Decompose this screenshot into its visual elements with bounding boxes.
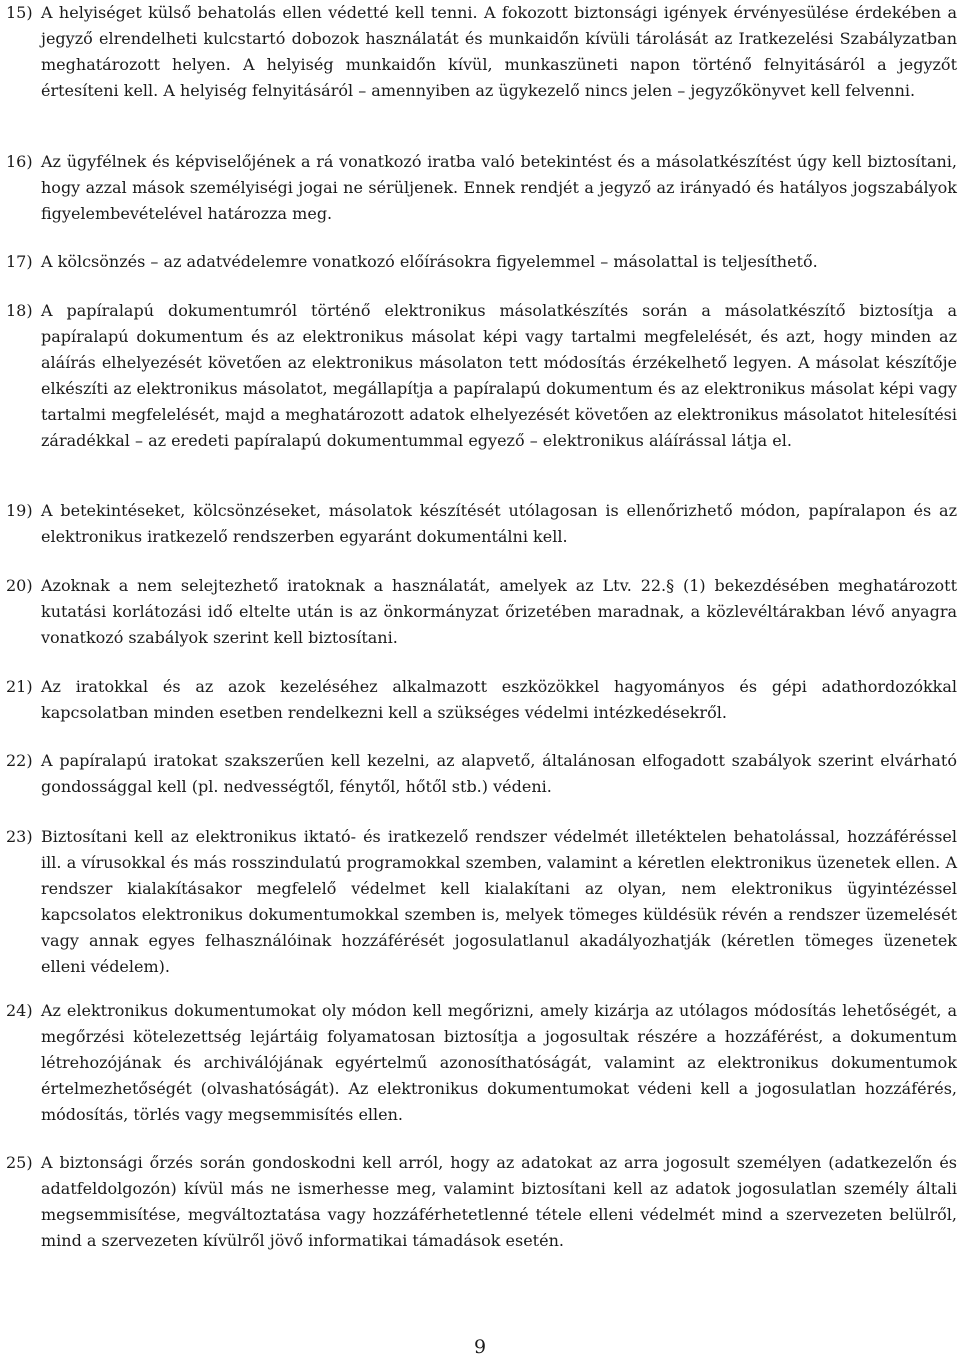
- list-item: [6, 498, 957, 550]
- item-number: 20): [6, 576, 33, 595]
- item-text: A papíralapú dokumentumról történő elektronikus másolatkészítés során a másolatkészítő biztosítja a papíralapú dokumentum és az elektronikus másolat képi vagy tartalmi megfelelését, és azt, hogy minden az aláírás elhelyezését követően az elektronikus másolaton tett módosítás érzékelhető legyen. A másolat készítője elkészíti az elektronikus másolatot, megállapítja a papíralapú dokumentum és az elektronikus másolat képi vagy tartalmi megfelelését, majd a meghatározott adatok elhelyezését követően az elektronikus másolatot hitelesítési záradékkal – az eredeti papíralapú dokumentummal egyező – elektronikus aláírással látja el.: [41, 301, 957, 450]
- item-text: A betekintéseket, kölcsönzéseket, másolatok készítését utólagosan is ellenőrizhető módon, papíralapon és az elektronikus iratkezelő rendszerben egyaránt dokumentálni kell.: [41, 501, 957, 546]
- item-text: Az iratokkal és az azok kezeléséhez alkalmazott eszközökkel hagyományos és gépi adathordozókkal kapcsolatban minden esetben rendelkezni kell a szükséges védelmi intézkedésekről.: [41, 677, 957, 722]
- item-number: 25): [6, 1153, 33, 1172]
- list-item: [6, 998, 957, 1128]
- item-number: 19): [6, 501, 33, 520]
- item-number: 15): [6, 3, 33, 22]
- list-item: [6, 674, 957, 726]
- item-number: 21): [6, 677, 33, 696]
- item-text: Az elektronikus dokumentumokat oly módon kell megőrizni, amely kizárja az utólagos módosítás lehetőségét, a megőrzési kötelezettség lejártáig folyamatosan biztosítja a jogosultak részére a hozzáférést, a dokumentum létrehozójának és archiválójának egyértelmű azonosíthatóságát, valamint az elektronikus dokumentumok értelmezhetőségét (olvashatóságát). Az elektronikus dokumentumokat védeni kell a jogosulatlan hozzáférés, módosítás, törlés vagy megsemmisítés ellen.: [41, 1001, 957, 1124]
- item-text: Azoknak a nem selejtezhető iratoknak a használatát, amelyek az Ltv. 22.§ (1) bekezdésében meghatározott kutatási korlátozási idő eltelte után is az önkormányzat őrizetében maradnak, a közlevéltárakban lévő anyagra vonatkozó szabályok szerint kell biztosítani.: [41, 576, 957, 647]
- item-text: A biztonsági őrzés során gondoskodni kell arról, hogy az adatokat az arra jogosult személyen (adatkezelőn és adatfeldolgozón) kívül más ne ismerhesse meg, valamint biztosítani kell az adatok jogosulatlan személy általi megsemmisítése, megváltoztatása vagy hozzáférhetetlenné tétele elleni védelmét mind a szervezeten belülről, mind a szervezeten kívülről jövő informatikai támadások esetén.: [41, 1153, 957, 1250]
- item-number: 23): [6, 827, 33, 846]
- item-number: 24): [6, 1001, 33, 1020]
- list-item: [6, 573, 957, 651]
- list-item: [6, 824, 957, 980]
- item-number: 16): [6, 152, 33, 171]
- item-number: 22): [6, 751, 33, 770]
- list-item: [6, 748, 957, 800]
- item-text: A kölcsönzés – az adatvédelemre vonatkozó előírásokra figyelemmel – másolattal is teljesíthető.: [41, 252, 818, 271]
- list-item: [6, 298, 957, 454]
- page-number: 9: [473, 1336, 487, 1358]
- list-item: [6, 1150, 957, 1254]
- item-text: A helyiséget külső behatolás ellen védetté kell tenni. A fokozott biztonsági igények érvényesülése érdekében a jegyző elrendelheti kulcstartó dobozok használatát és munkaidőn kívüli tárolását az Iratkezelési Szabályzatban meghatározott helyen. A helyiség munkaidőn kívül, munkaszüneti napon történő felnyitásáról a jegyzőt értesíteni kell. A helyiség felnyitásáról – amennyiben az ügykezelő nincs jelen – jegyzőkönyvet kell felvenni.: [41, 3, 957, 100]
- list-item: [6, 149, 957, 227]
- item-text: A papíralapú iratokat szakszerűen kell kezelni, az alapvető, általánosan elfogadott szabályok szerint elvárható gondossággal kell (pl. nedvességtől, fénytől, hőtől stb.) védeni.: [41, 751, 957, 796]
- list-item: [6, 0, 957, 104]
- item-text: Az ügyfélnek és képviselőjének a rá vonatkozó iratba való betekintést és a másolatkészítést úgy kell biztosítani, hogy azzal mások személyiségi jogai ne sérüljenek. Ennek rendjét a jegyző az irányadó és hatályos jogszabályok figyelembevételével határozza meg.: [41, 152, 957, 223]
- item-number: 17): [6, 252, 33, 271]
- item-number: 18): [6, 301, 33, 320]
- list-item: [6, 249, 957, 275]
- item-text: Biztosítani kell az elektronikus iktató- és iratkezelő rendszer védelmét illetéktelen behatolással, hozzáféréssel ill. a vírusokkal és más rosszindulatú programokkal szemben, valamint a kéretlen elektronikus üzenetek ellen. A rendszer kialakításakor megfelelő védelmet kell kialakítani az olyan, nem elektronikus ügyintézéssel kapcsolatos elektronikus dokumentumokkal szemben is, melyek tömeges küldésük révén a rendszer üzemelését vagy annak egyes felhasználóinak hozzáférését jogosulatlanul akadályozhatják (kéretlen tömeges üzenetek elleni védelem).: [41, 827, 957, 976]
